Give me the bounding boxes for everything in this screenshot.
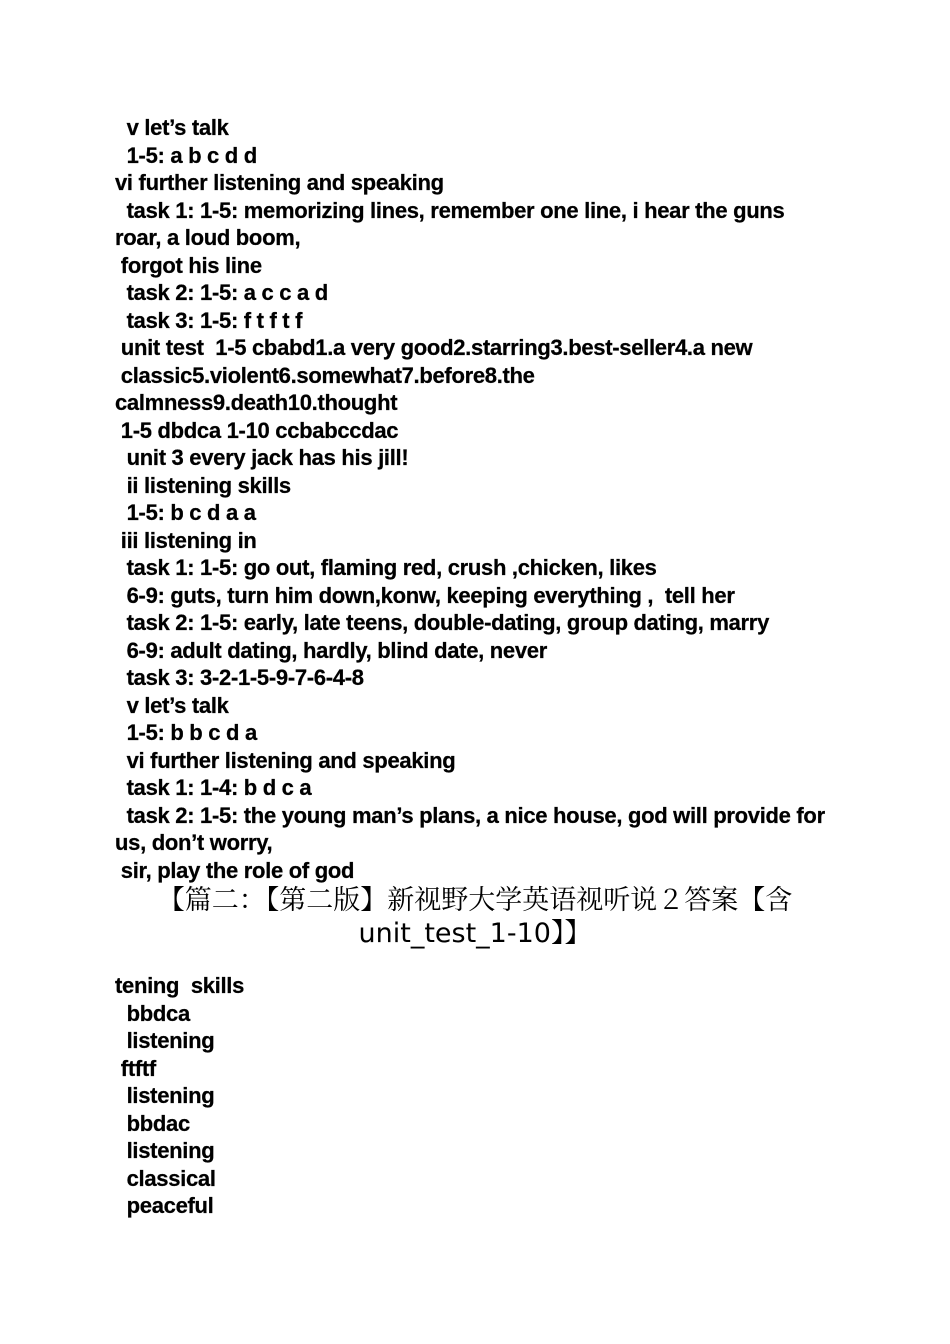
text-line: task 1: 1-5: go out, flaming red, crush ,chicken, likes — [115, 555, 657, 580]
text-line: listening — [115, 1138, 215, 1163]
text-line: listening — [115, 1083, 215, 1108]
section-heading — [115, 884, 835, 950]
text-line: listening — [115, 1028, 215, 1053]
text-line: bbdac — [115, 1110, 190, 1136]
text-line: forgot his line — [115, 252, 262, 278]
text-line: task 3: 3-2-1-5-9-7-6-4-8 — [115, 665, 364, 690]
text-line: 6-9: adult dating, hardly, blind date, never — [115, 637, 547, 663]
answer-key-section-one — [115, 114, 835, 884]
text-line: v let’s talk — [115, 692, 229, 718]
text-line: classical — [115, 1165, 216, 1191]
text-line: calmness9.death10.thought — [115, 390, 398, 415]
text-line: unit 3 every jack has his jill! — [115, 445, 409, 470]
answer-key-section-two — [115, 972, 835, 1220]
section-heading-line-1: 【篇二：【第二版】新视野大学英语视听说２答案【含 — [157, 885, 793, 916]
text-line: ii listening skills — [115, 472, 291, 498]
text-line: task 1: 1-5: memorizing lines, remember one line, i hear the guns roar, a loud boom, — [115, 197, 791, 250]
text-line: task 3: 1-5: f t f t f — [115, 307, 303, 333]
text-line: task 2: 1-5: the young man’s plans, a nice house, god will provide for us, don’t worry, — [115, 802, 831, 855]
text-line: peaceful — [115, 1193, 214, 1218]
section-heading-line-2: unit_test_1-10】】 — [358, 918, 592, 949]
text-line: ftftf — [115, 1055, 156, 1081]
text-line: task 2: 1-5: early, late teens, double-dating, group dating, marry — [115, 610, 770, 635]
text-line: task 2: 1-5: a c c a d — [115, 280, 328, 305]
text-line: iii listening in — [115, 527, 257, 553]
text-line: classic5.violent6.somewhat7.before8.the — [115, 362, 535, 388]
text-line: task 1: 1-4: b d c a — [115, 775, 312, 800]
text-line: sir, play the role of god — [115, 857, 355, 883]
text-line: vi further listening and speaking — [115, 170, 444, 195]
text-line: vi further listening and speaking — [115, 747, 456, 773]
text-line: 1-5: b c d a a — [115, 500, 256, 525]
text-line: 1-5: b b c d a — [115, 720, 257, 745]
text-line: unit test 1-5 cbabd1.a very good2.starring3.best-seller4.a new — [115, 335, 753, 360]
text-line: 1-5 dbdca 1-10 ccbabccdac — [115, 417, 399, 443]
text-line: tening skills — [115, 973, 245, 998]
text-line: bbdca — [115, 1000, 190, 1026]
text-line: 1-5: a b c d d — [115, 142, 257, 168]
text-line: v let’s talk — [115, 115, 229, 140]
text-line: 6-9: guts, turn him down,konw, keeping everything , tell her — [115, 582, 735, 608]
